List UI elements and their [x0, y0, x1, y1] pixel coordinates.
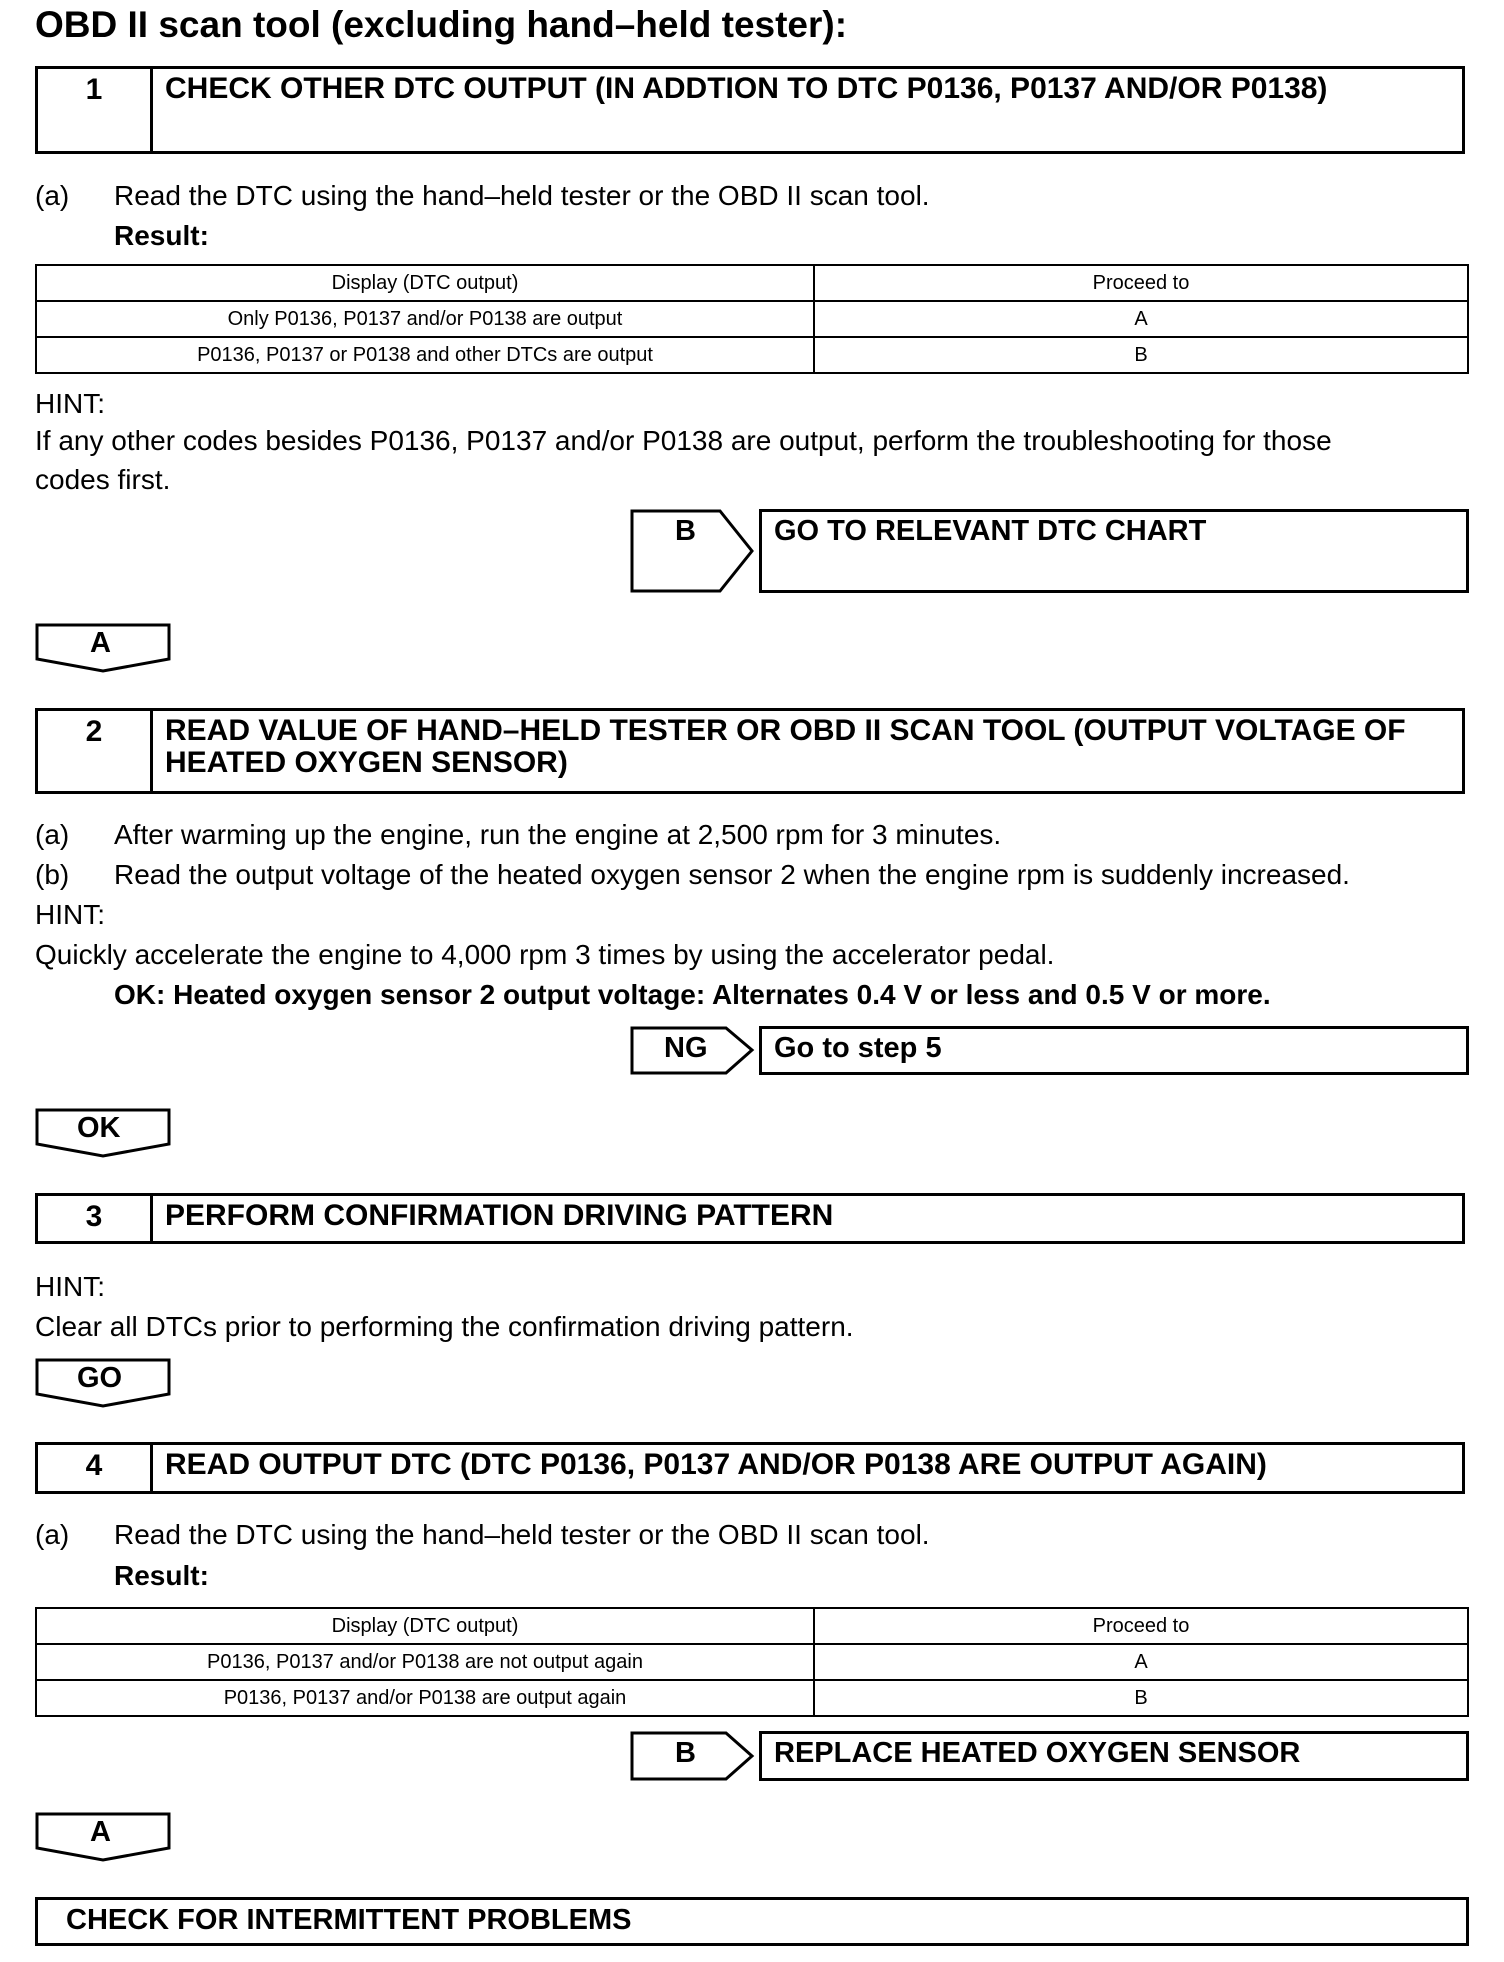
table-cell: B: [814, 337, 1468, 373]
item-label: (a): [35, 819, 70, 850]
step-title: READ VALUE OF HAND–HELD TESTER OR OBD II SCAN TOOL (OUTPUT VOLTAGE OF HEATED OXYGEN SENSOR): [165, 714, 1406, 779]
branch-result-box: Go to step 5: [759, 1026, 1469, 1075]
branch-label: B: [675, 515, 696, 547]
step-2-header: [35, 708, 1465, 794]
table-cell: P0136, P0137 and/or P0138 are not output again: [36, 1644, 814, 1680]
table-cell: A: [814, 1644, 1468, 1680]
next-a-arrow: [35, 623, 171, 673]
next-label: GO: [77, 1362, 123, 1394]
table-header-row: [36, 1608, 1468, 1644]
item-label: (b): [35, 859, 70, 890]
table-header: Display (DTC output): [36, 1608, 814, 1644]
branch-result-box: REPLACE HEATED OXYGEN SENSOR: [759, 1731, 1469, 1781]
hint-label: HINT:: [35, 388, 105, 419]
branch-label: NG: [664, 1032, 708, 1064]
step-number: 4: [38, 1445, 153, 1491]
item-label: (a): [35, 1519, 70, 1550]
result-label: Result:: [114, 220, 209, 251]
step-1-header: [35, 66, 1465, 154]
step-4-header: [35, 1442, 1465, 1494]
table-cell: Only P0136, P0137 and/or P0138 are output: [36, 301, 814, 337]
item-text: Read the output voltage of the heated oxygen sensor 2 when the engine rpm is suddenly increased.: [114, 859, 1350, 890]
page-title: OBD II scan tool (excluding hand–held tester):: [35, 4, 848, 45]
item-label: (a): [35, 180, 70, 211]
table-cell: P0136, P0137 or P0138 and other DTCs are output: [36, 337, 814, 373]
branch-ng-arrow: [630, 1026, 755, 1075]
step-number: 3: [38, 1196, 153, 1241]
step-number: 1: [38, 69, 153, 151]
item-text: Read the DTC using the hand–held tester or the OBD II scan tool.: [114, 1519, 930, 1550]
table-cell: B: [814, 1680, 1468, 1716]
result-table-1: [35, 264, 1469, 374]
next-label: A: [90, 1816, 111, 1848]
final-step-box: CHECK FOR INTERMITTENT PROBLEMS: [35, 1897, 1469, 1946]
item-text: After warming up the engine, run the engine at 2,500 rpm for 3 minutes.: [114, 819, 1002, 850]
next-label: A: [90, 627, 111, 659]
table-header-row: [36, 265, 1468, 301]
hint-label: HINT:: [35, 899, 105, 930]
table-cell: A: [814, 301, 1468, 337]
table-row: [36, 1680, 1468, 1716]
step-title: PERFORM CONFIRMATION DRIVING PATTERN: [165, 1199, 834, 1232]
step-number: 2: [38, 711, 153, 791]
next-go-arrow: [35, 1358, 171, 1408]
result-table-4: [35, 1607, 1469, 1717]
next-ok-arrow: [35, 1108, 171, 1158]
branch-b-arrow: [630, 1731, 755, 1781]
step-title: CHECK OTHER DTC OUTPUT (IN ADDTION TO DTC P0136, P0137 AND/OR P0138): [165, 72, 1328, 105]
hint-text: If any other codes besides P0136, P0137 and/or P0138 are output, perform the troubleshooting for those: [35, 425, 1332, 456]
item-text: Read the DTC using the hand–held tester or the OBD II scan tool.: [114, 180, 930, 211]
step-title: READ OUTPUT DTC (DTC P0136, P0137 AND/OR P0138 ARE OUTPUT AGAIN): [165, 1448, 1267, 1481]
ok-criteria: OK: Heated oxygen sensor 2 output voltage: Alternates 0.4 V or less and 0.5 V or more.: [114, 979, 1271, 1010]
branch-b-arrow: [630, 509, 755, 593]
table-row: [36, 1644, 1468, 1680]
table-row: [36, 337, 1468, 373]
hint-text: Quickly accelerate the engine to 4,000 rpm 3 times by using the accelerator pedal.: [35, 939, 1055, 970]
hint-label: HINT:: [35, 1271, 105, 1302]
table-row: [36, 301, 1468, 337]
result-label: Result:: [114, 1560, 209, 1591]
next-a-arrow: [35, 1812, 171, 1862]
next-label: OK: [77, 1112, 121, 1144]
step-3-header: [35, 1193, 1465, 1244]
branch-label: B: [675, 1737, 696, 1769]
table-cell: P0136, P0137 and/or P0138 are output again: [36, 1680, 814, 1716]
hint-text: Clear all DTCs prior to performing the confirmation driving pattern.: [35, 1311, 854, 1342]
table-header: Display (DTC output): [36, 265, 814, 301]
table-header: Proceed to: [814, 265, 1468, 301]
hint-text: codes first.: [35, 464, 171, 495]
branch-result-box: GO TO RELEVANT DTC CHART: [759, 509, 1469, 593]
table-header: Proceed to: [814, 1608, 1468, 1644]
